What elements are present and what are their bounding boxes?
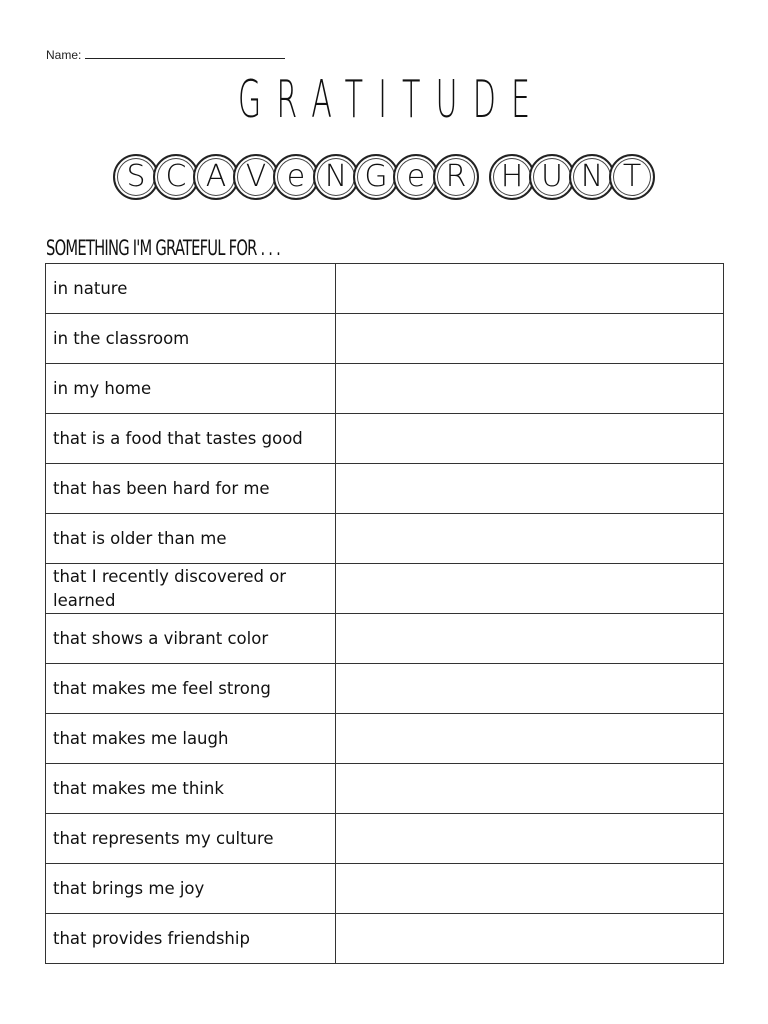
- table-row: [46, 664, 724, 714]
- answer-cell[interactable]: [336, 564, 724, 614]
- table-row: [46, 414, 724, 464]
- bubble-letter: e: [393, 154, 439, 200]
- table-row: [46, 564, 724, 614]
- subtitle-bubble-letters: [0, 154, 768, 200]
- prompt-cell: that I recently discovered or learned: [46, 564, 336, 614]
- name-label: Name:: [46, 48, 82, 62]
- prompt-cell: in the classroom: [46, 314, 336, 364]
- prompt-cell: in nature: [46, 264, 336, 314]
- answer-cell[interactable]: [336, 764, 724, 814]
- table-row: [46, 764, 724, 814]
- prompt-cell: that is a food that tastes good: [46, 414, 336, 464]
- page-title: GRATITUDE: [237, 70, 546, 130]
- answer-cell[interactable]: [336, 364, 724, 414]
- table-row: [46, 264, 724, 314]
- bubble-letter: G: [353, 154, 399, 200]
- prompt-cell: that makes me laugh: [46, 714, 336, 764]
- table-row: [46, 364, 724, 414]
- bubble-letter: N: [313, 154, 359, 200]
- bubble-letter: H: [489, 154, 535, 200]
- subtitle-word: [116, 154, 476, 200]
- bubble-letter: e: [273, 154, 319, 200]
- answer-cell[interactable]: [336, 914, 724, 964]
- table-row: [46, 714, 724, 764]
- prompt-cell: that represents my culture: [46, 814, 336, 864]
- section-heading: SOMETHING I'M GRATEFUL FOR . . .: [46, 236, 281, 260]
- answer-cell[interactable]: [336, 414, 724, 464]
- table-row: [46, 514, 724, 564]
- answer-cell[interactable]: [336, 264, 724, 314]
- table-row: [46, 464, 724, 514]
- table-row: [46, 614, 724, 664]
- prompt-cell: that makes me think: [46, 764, 336, 814]
- table-row: [46, 914, 724, 964]
- table-row: [46, 814, 724, 864]
- bubble-letter: U: [529, 154, 575, 200]
- answer-cell[interactable]: [336, 464, 724, 514]
- bubble-letter: A: [193, 154, 239, 200]
- answer-cell[interactable]: [336, 664, 724, 714]
- answer-cell[interactable]: [336, 614, 724, 664]
- bubble-letter: S: [113, 154, 159, 200]
- answer-cell[interactable]: [336, 814, 724, 864]
- bubble-letter: R: [433, 154, 479, 200]
- prompt-cell: that brings me joy: [46, 864, 336, 914]
- subtitle-word: [492, 154, 652, 200]
- bubble-letter: V: [233, 154, 279, 200]
- name-field: [46, 48, 285, 62]
- scavenger-hunt-table: [45, 263, 724, 964]
- bubble-letter: N: [569, 154, 615, 200]
- table-row: [46, 864, 724, 914]
- bubble-letter: T: [609, 154, 655, 200]
- answer-cell[interactable]: [336, 714, 724, 764]
- answer-cell[interactable]: [336, 514, 724, 564]
- prompt-cell: that makes me feel strong: [46, 664, 336, 714]
- name-blank-line[interactable]: [85, 48, 285, 59]
- prompt-cell: in my home: [46, 364, 336, 414]
- answer-cell[interactable]: [336, 314, 724, 364]
- bubble-letter: C: [153, 154, 199, 200]
- prompt-cell: that has been hard for me: [46, 464, 336, 514]
- prompt-cell: that is older than me: [46, 514, 336, 564]
- answer-cell[interactable]: [336, 864, 724, 914]
- prompt-cell: that shows a vibrant color: [46, 614, 336, 664]
- prompt-cell: that provides friendship: [46, 914, 336, 964]
- table-row: [46, 314, 724, 364]
